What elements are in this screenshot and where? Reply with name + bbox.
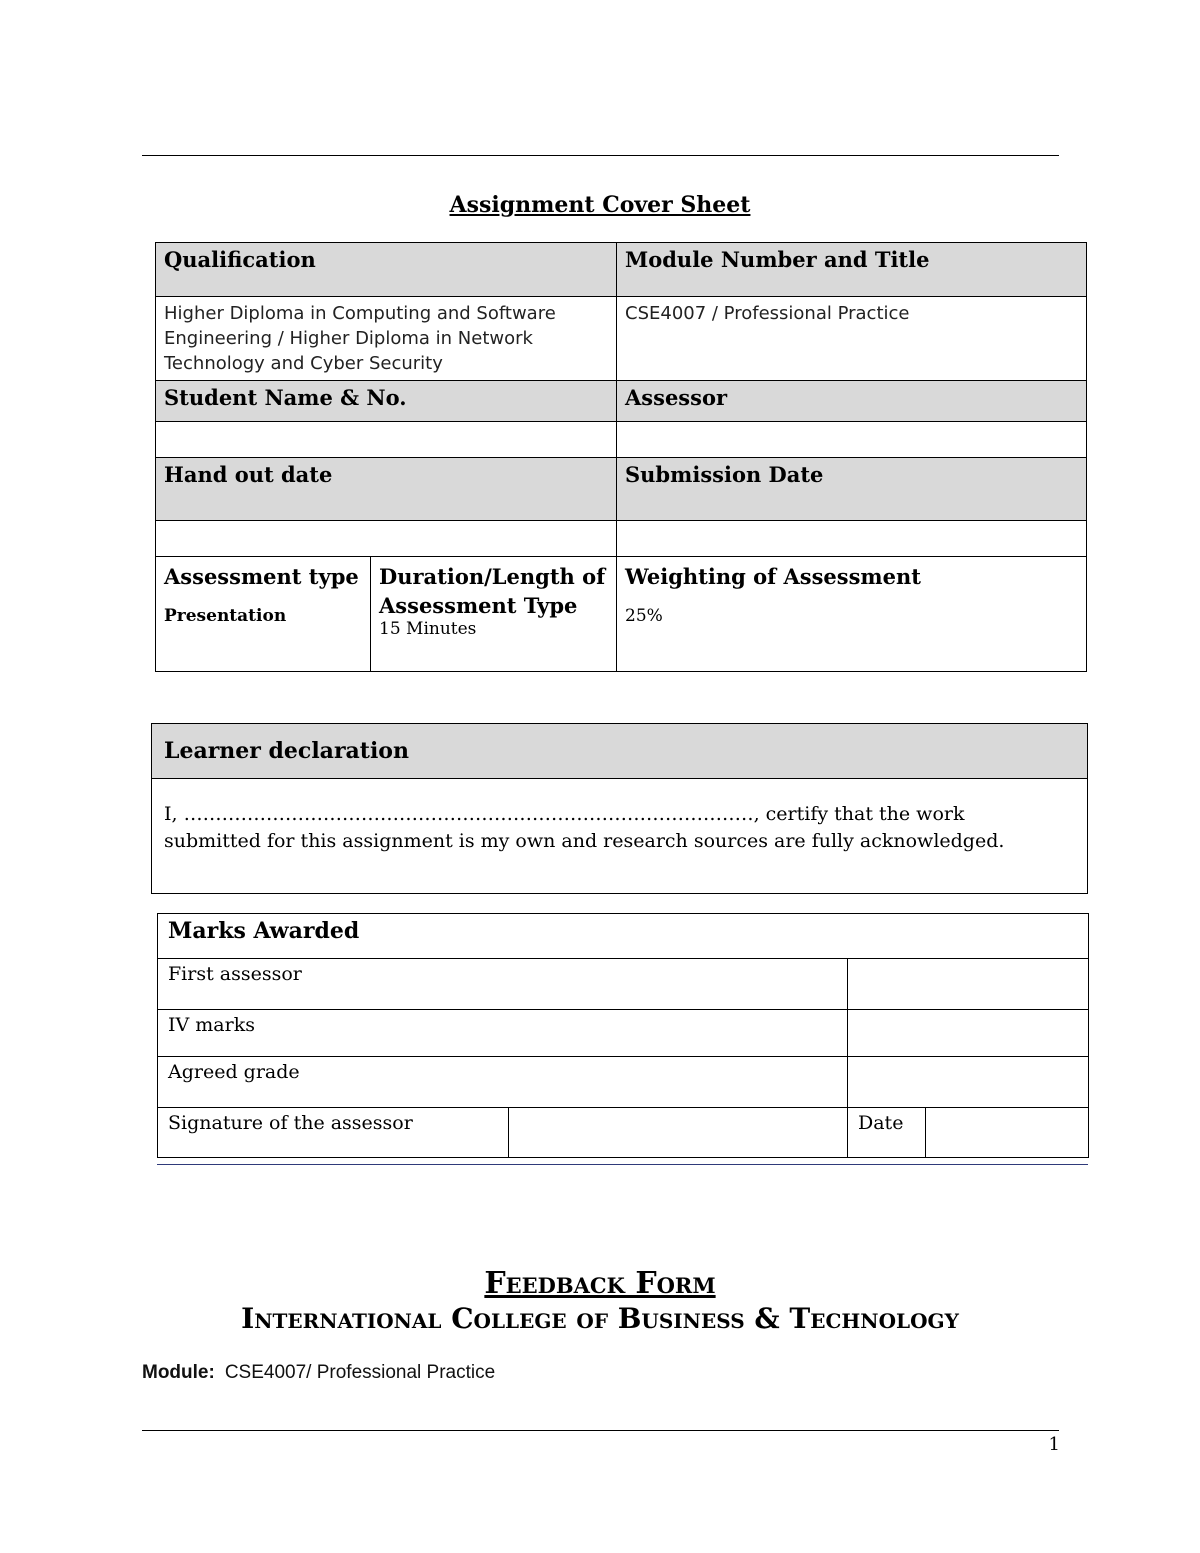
college-name: International College of Business & Technology: [241, 1302, 959, 1335]
first-assessor-field[interactable]: [848, 959, 1089, 1010]
marks-table: [157, 913, 1089, 1158]
handout-label: Hand out date: [156, 458, 617, 521]
assessment-type-cell: [156, 557, 371, 672]
module-value: CSE4007 / Professional Practice: [617, 297, 1087, 381]
submission-field[interactable]: [617, 521, 1087, 557]
iv-marks-label: IV marks: [158, 1010, 848, 1057]
cover-table: [155, 242, 1087, 672]
assessment-type-value: Presentation: [164, 606, 287, 626]
qualification-line: Higher Diploma in Computing and Software: [164, 303, 556, 324]
signature-label: Signature of the assessor: [158, 1108, 509, 1158]
declaration-text: [152, 779, 1088, 894]
declaration-label: Learner declaration: [152, 724, 1088, 779]
agreed-grade-field[interactable]: [848, 1057, 1089, 1108]
student-field[interactable]: [156, 422, 617, 458]
weighting-label: Weighting of Assessment: [625, 564, 921, 589]
duration-value: 15 Minutes: [379, 619, 477, 639]
qualification-line: Engineering / Higher Diploma in Network: [164, 328, 533, 349]
page-number: 1: [1048, 1434, 1060, 1455]
agreed-grade-label: Agreed grade: [158, 1057, 848, 1108]
declaration-line: I, ………………………………………………………………………………, certify that the work: [164, 803, 965, 825]
submission-label: Submission Date: [617, 458, 1087, 521]
bottom-rule: [142, 1430, 1059, 1431]
duration-cell: [371, 557, 617, 672]
signature-field[interactable]: [509, 1108, 848, 1158]
marks-underline: [157, 1164, 1088, 1165]
qualification-value: [156, 297, 617, 381]
date-field[interactable]: [926, 1108, 1089, 1158]
feedback-module-line: [142, 1362, 495, 1384]
assessor-field[interactable]: [617, 422, 1087, 458]
handout-field[interactable]: [156, 521, 617, 557]
declaration-table: [151, 723, 1088, 894]
iv-marks-field[interactable]: [848, 1010, 1089, 1057]
first-assessor-label: First assessor: [158, 959, 848, 1010]
declaration-line: submitted for this assignment is my own and research sources are fully acknowledged.: [164, 830, 1005, 852]
marks-label: Marks Awarded: [158, 914, 1089, 959]
top-rule: [142, 155, 1059, 156]
assessment-type-label: Assessment type: [164, 564, 359, 589]
feedback-form-title: Feedback Form: [484, 1266, 716, 1301]
module-label: Module Number and Title: [617, 243, 1087, 297]
qualification-line: Technology and Cyber Security: [164, 353, 443, 374]
qualification-label: Qualification: [156, 243, 617, 297]
duration-label: Assessment Type: [379, 593, 578, 618]
assessor-label: Assessor: [617, 381, 1087, 422]
weighting-cell: [617, 557, 1087, 672]
page-title: Assignment Cover Sheet: [449, 192, 751, 218]
date-label: Date: [848, 1108, 926, 1158]
feedback-module-value: CSE4007/ Professional Practice: [224, 1362, 496, 1383]
weighting-value: 25%: [625, 606, 663, 626]
student-label: Student Name & No.: [156, 381, 617, 422]
feedback-module-label: Module:: [142, 1362, 215, 1383]
duration-label: Duration/Length of: [379, 564, 606, 589]
